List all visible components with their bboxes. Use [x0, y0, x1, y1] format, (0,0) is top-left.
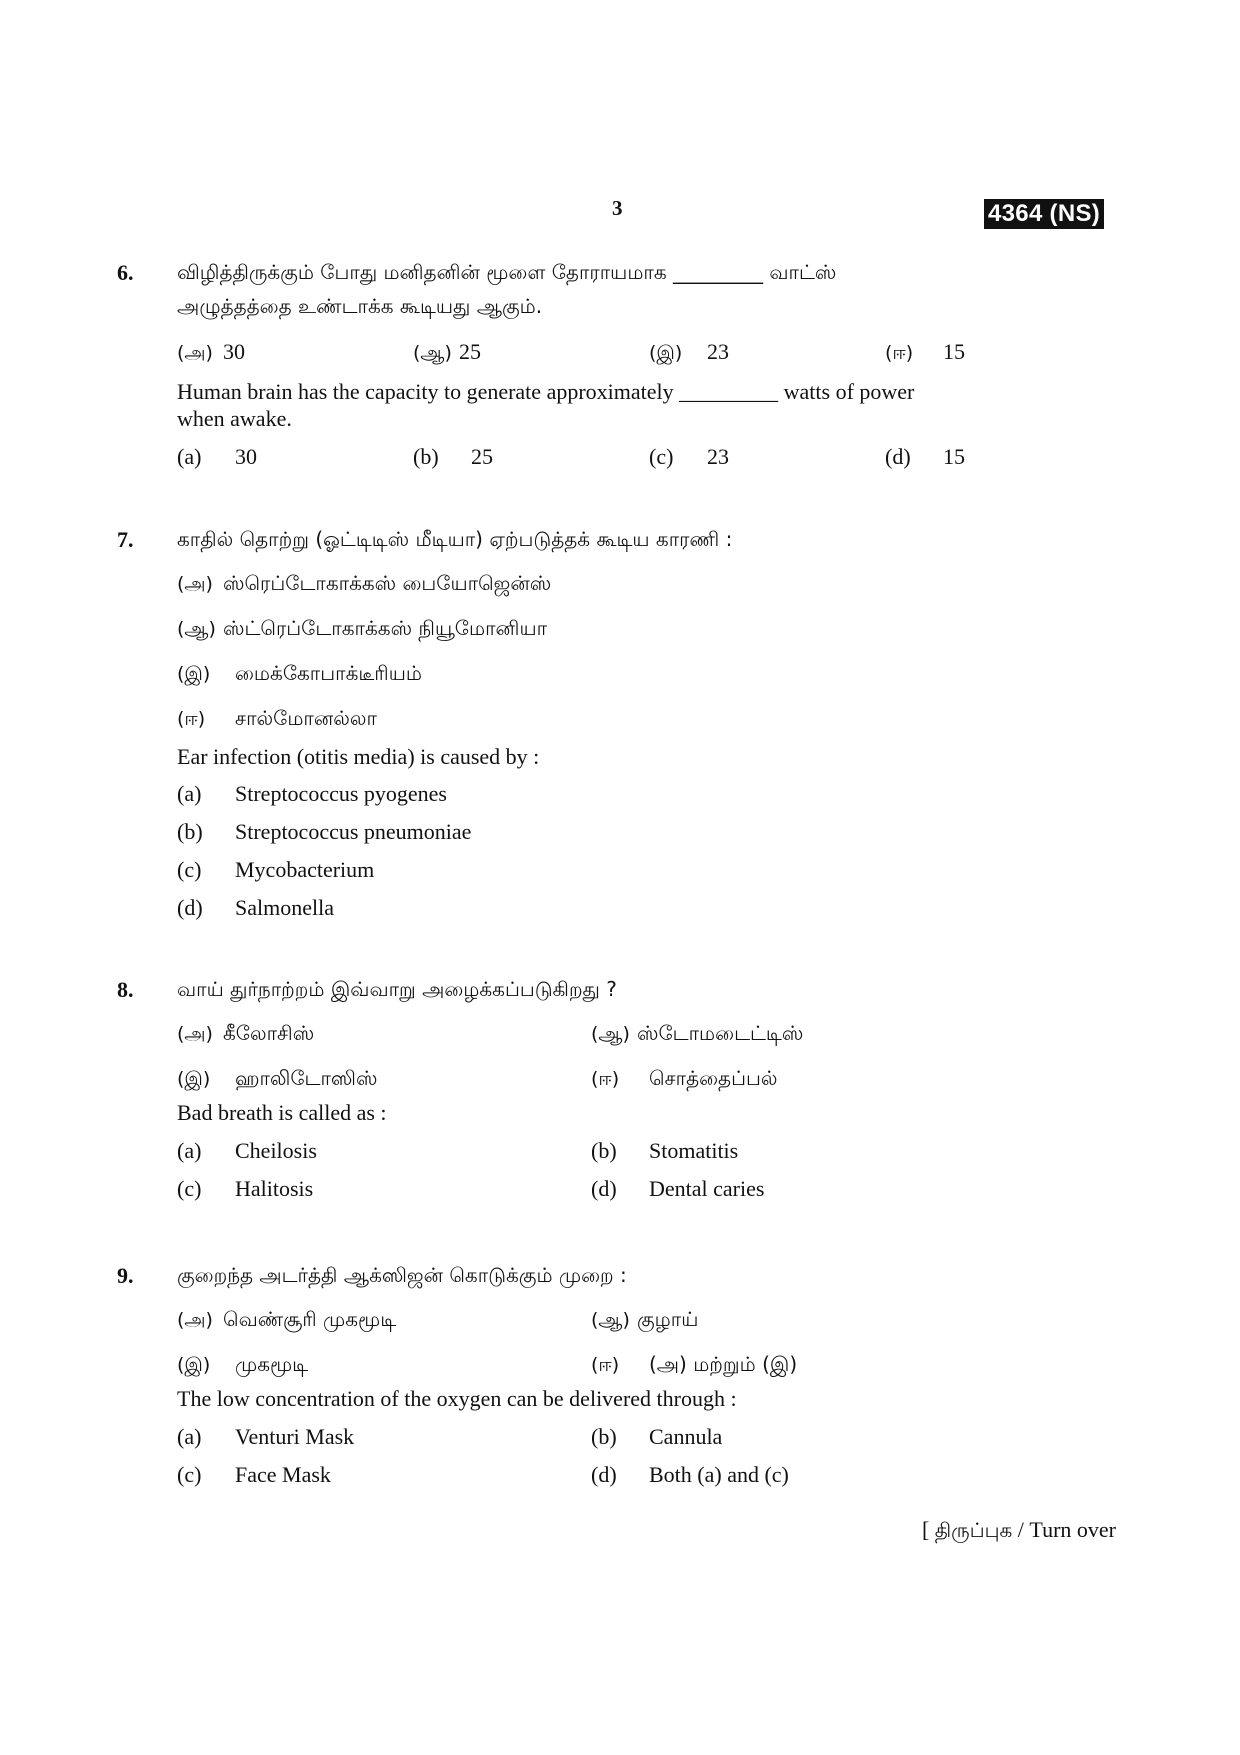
option-tamil-a: (அ) கீலோசிஸ் — [177, 1021, 315, 1045]
option-tamil-b: (ஆ) ஸ்டோமடைட்டிஸ் — [591, 1021, 804, 1045]
option-tamil-b: (ஆ) 25 — [413, 339, 481, 364]
page-number: 3 — [612, 196, 623, 220]
question-english-text-line1: Human brain has the capacity to generate approximately _________ watts of power — [177, 379, 915, 404]
option-english-d: (d) Dental caries — [591, 1176, 765, 1201]
paper-code-badge: 4364 (NS) — [984, 199, 1104, 229]
footer-english: Turn over — [1029, 1517, 1116, 1542]
option-tamil-d: (ஈ) சொத்தைப்பல் — [591, 1066, 778, 1090]
option-tamil-c: (இ) 23 — [649, 339, 729, 364]
question-tamil-text-line1: விழித்திருக்கும் போது மனிதனின் மூளை தோராயமாக _________ வாட்ஸ் — [177, 260, 837, 284]
option-english-c: (c) 23 — [649, 444, 729, 469]
option-english-a: (a) Cheilosis — [177, 1138, 317, 1163]
option-english-a: (a) Venturi Mask — [177, 1424, 355, 1449]
option-tamil-d: (ஈ) (அ) மற்றும் (இ) — [591, 1352, 798, 1376]
question-tamil-text: காதில் தொற்று (ஓட்டிடிஸ் மீடியா) ஏற்படுத்தக் கூடிய காரணி : — [177, 527, 733, 551]
option-english-c: (c) Face Mask — [177, 1462, 331, 1487]
option-english-b: (b) 25 — [413, 444, 493, 469]
option-tamil-a: (அ) ஸ்ரெப்டோகாக்கஸ் பையோஜென்ஸ் — [177, 571, 552, 595]
question-tamil-text-line2: அழுத்தத்தை உண்டாக்க கூடியது ஆகும். — [177, 294, 543, 318]
question-number: 8. — [117, 977, 134, 1002]
question-english-text: Ear infection (otitis media) is caused by : — [177, 744, 540, 769]
option-english-d: (d) Salmonella — [177, 895, 334, 920]
option-english-c: (c) Mycobacterium — [177, 857, 375, 882]
option-english-b: (b) Stomatitis — [591, 1138, 739, 1163]
option-english-d: (d) Both (a) and (c) — [591, 1462, 789, 1487]
option-tamil-b: (ஆ) ஸ்ட்ரெப்டோகாக்கஸ் நியூமோனியா — [177, 616, 548, 640]
option-tamil-c: (இ) ஹாலிடோஸிஸ் — [177, 1066, 378, 1090]
option-english-a: (a) Streptococcus pyogenes — [177, 781, 447, 806]
footer-separator: / — [1017, 1517, 1024, 1542]
question-number: 7. — [117, 527, 134, 552]
option-tamil-a: (அ) வெண்சூரி முகமூடி — [177, 1307, 397, 1331]
footer-tamil: திருப்புக — [934, 1518, 1013, 1542]
option-tamil-d: (ஈ) சால்மோனல்லா — [177, 706, 377, 730]
option-tamil-b: (ஆ) குழாய் — [591, 1307, 699, 1331]
question-english-text: Bad breath is called as : — [177, 1100, 387, 1125]
option-english-d: (d) 15 — [885, 444, 965, 469]
option-english-c: (c) Halitosis — [177, 1176, 314, 1201]
option-tamil-a: (அ) 30 — [177, 339, 245, 364]
option-tamil-d: (ஈ) 15 — [885, 339, 965, 364]
option-english-b: (b) Streptococcus pneumoniae — [177, 819, 472, 844]
question-english-text-line2: when awake. — [177, 406, 292, 431]
option-tamil-c: (இ) முகமூடி — [177, 1352, 309, 1376]
question-number: 6. — [117, 260, 134, 285]
footer-bracket: [ — [921, 1517, 930, 1542]
question-number: 9. — [117, 1263, 134, 1288]
option-english-a: (a) 30 — [177, 444, 257, 469]
question-tamil-text: குறைந்த அடர்த்தி ஆக்ஸிஜன் கொடுக்கும் முறை : — [177, 1263, 627, 1287]
turn-over-note — [922, 1517, 1116, 1545]
question-tamil-text: வாய் துர்நாற்றம் இவ்வாறு அழைக்கப்படுகிறது ? — [177, 977, 617, 1001]
option-tamil-c: (இ) மைக்கோபாக்டீரியம் — [177, 661, 422, 685]
question-english-text: The low concentration of the oxygen can be delivered through : — [177, 1386, 737, 1411]
option-english-b: (b) Cannula — [591, 1424, 723, 1449]
